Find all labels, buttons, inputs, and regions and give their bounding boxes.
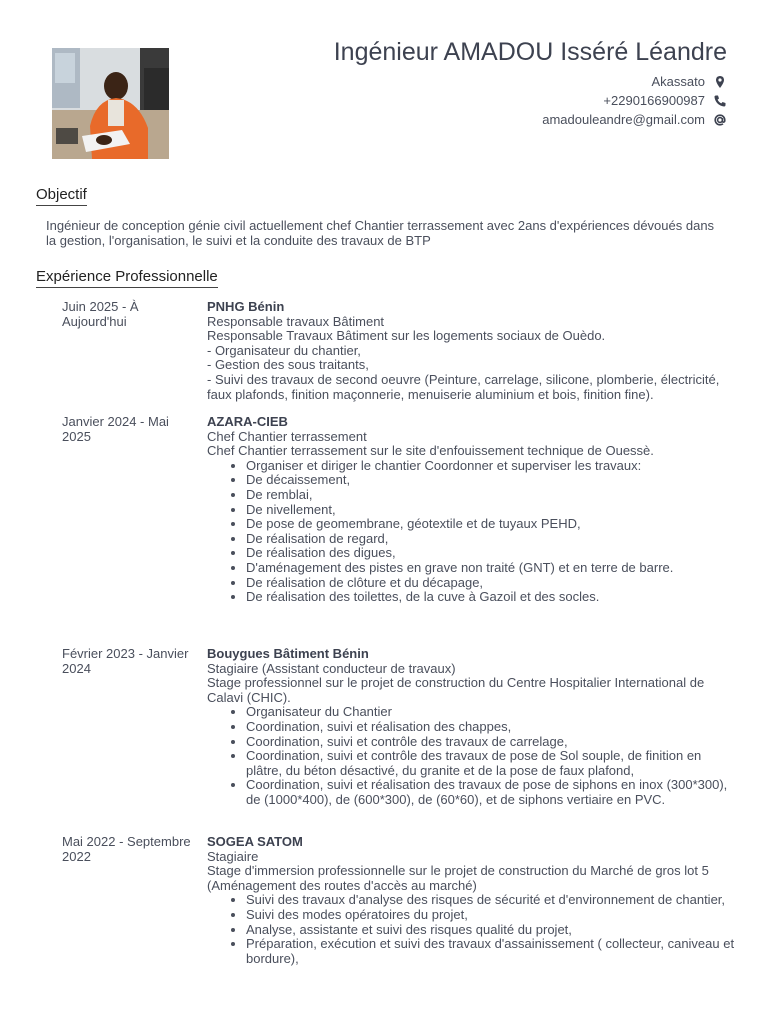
- experience-line: - Organisateur du chantier,: [207, 342, 361, 358]
- experience-company: Bouygues Bâtiment Bénin: [207, 646, 369, 661]
- experience-entry: [62, 415, 738, 605]
- experience-dates: Mai 2022 - Septembre 2022: [62, 834, 191, 864]
- list-item: • De remblai,: [246, 488, 738, 503]
- experience-role: Stagiaire: [207, 848, 259, 864]
- experience-role: Chef Chantier terrassement: [207, 428, 367, 444]
- list-item: • Coordination, suivi et contrôle des travaux de pose de Sol souple, de finition en plâtre, du béton désactivé, du granite et de la pose de faux plafond,: [246, 749, 738, 778]
- experience-bullets: [207, 893, 738, 966]
- experience-bullets: [207, 705, 738, 807]
- experience-company: AZARA-CIEB: [207, 414, 288, 429]
- list-item: • De réalisation des toilettes, de la cuve à Gazoil et des socles.: [246, 590, 738, 605]
- experience-title: Expérience Professionnelle: [36, 268, 218, 288]
- list-item: • De décaissement,: [246, 473, 738, 488]
- list-item: • Suivi des travaux d'analyse des risques de sécurité et d'environnement de chantier,: [246, 893, 738, 908]
- experience-company: SOGEA SATOM: [207, 834, 303, 849]
- list-item: • Coordination, suivi et contrôle des travaux de carrelage,: [246, 735, 738, 750]
- experience-description: Stage d'immersion professionnelle sur le projet de construction du Marché de gros lot 5 (Aménagement des routes d'accès au marché): [207, 863, 709, 893]
- list-item: • Coordination, suivi et réalisation des chappes,: [246, 720, 738, 735]
- experience-dates: Janvier 2024 - Mai 2025: [62, 414, 169, 444]
- experience-entry: [62, 647, 738, 808]
- phone-icon: [713, 94, 727, 108]
- contact-email: [334, 110, 727, 129]
- objective-text: Ingénieur de conception génie civil actuellement chef Chantier terrassement avec 2ans d'expériences dévoués dans la gestion, l'organisation, le suivi et la conduite des travaux de BTP: [46, 218, 715, 248]
- phone-text[interactable]: +2290166900987: [603, 93, 705, 108]
- experience-line: - Suivi des travaux de second oeuvre (Peinture, carrelage, silicone, plomberie, électricité, faux plafonds, finition maçonnerie, menuiserie aluminium et bois, finition fine).: [207, 371, 720, 402]
- list-item: • Coordination, suivi et réalisation des travaux de pose de siphons en inox (300*300), de (1000*400), de (600*300), de (60*60), et de siphons vertiaire en PVC.: [246, 778, 738, 807]
- header: [334, 38, 727, 129]
- experience-line: - Gestion des sous traitants,: [207, 357, 369, 373]
- at-sign-icon: [713, 113, 727, 127]
- list-item: • De réalisation de clôture et du décapage,: [246, 576, 738, 591]
- experience-company: PNHG Bénin: [207, 299, 285, 314]
- list-item: • Organisateur du Chantier: [246, 705, 738, 720]
- experience-dates: Juin 2025 - À Aujourd'hui: [62, 299, 139, 329]
- map-pin-icon: [713, 75, 727, 89]
- list-item: • Préparation, exécution et suivi des travaux d'assainissement ( collecteur, caniveau et bordure),: [246, 937, 738, 966]
- experience-description: Chef Chantier terrassement sur le site d'enfouissement technique de Ouessè.: [207, 443, 654, 459]
- experience-entry: [62, 300, 738, 402]
- list-item: • De nivellement,: [246, 503, 738, 518]
- location-text: Akassato: [651, 74, 705, 89]
- experience-description: Stage professionnel sur le projet de construction du Centre Hospitalier International de Calavi (CHIC).: [207, 675, 705, 705]
- contact-phone: [334, 91, 727, 110]
- experience-dates: Février 2023 - Janvier 2024: [62, 646, 189, 676]
- full-name: Ingénieur AMADOU Isséré Léandre: [333, 38, 727, 66]
- objective-title: Objectif: [36, 186, 87, 206]
- experience-line: Responsable Travaux Bâtiment sur les logements sociaux de Ouèdo.: [207, 328, 606, 344]
- list-item: • Suivi des modes opératoires du projet,: [246, 908, 738, 923]
- list-item: • De réalisation des digues,: [246, 546, 738, 561]
- experience-role: Stagiaire (Assistant conducteur de travaux): [207, 660, 456, 676]
- experience-bullets: [207, 459, 738, 605]
- list-item: • Organiser et diriger le chantier Coordonner et superviser les travaux:: [246, 459, 738, 474]
- experience-entry: [62, 835, 738, 966]
- email-text[interactable]: amadouleandre@gmail.com: [542, 112, 705, 127]
- list-item: • D'aménagement des pistes en grave non traité (GNT) et en terre de barre.: [246, 561, 738, 576]
- profile-photo: [52, 48, 169, 159]
- experience-role: Responsable travaux Bâtiment: [207, 313, 385, 329]
- contact-location: [334, 72, 727, 91]
- list-item: • De réalisation de regard,: [246, 532, 738, 547]
- list-item: • Analyse, assistante et suivi des risques qualité du projet,: [246, 923, 738, 938]
- list-item: • De pose de geomembrane, géotextile et de tuyaux PEHD,: [246, 517, 738, 532]
